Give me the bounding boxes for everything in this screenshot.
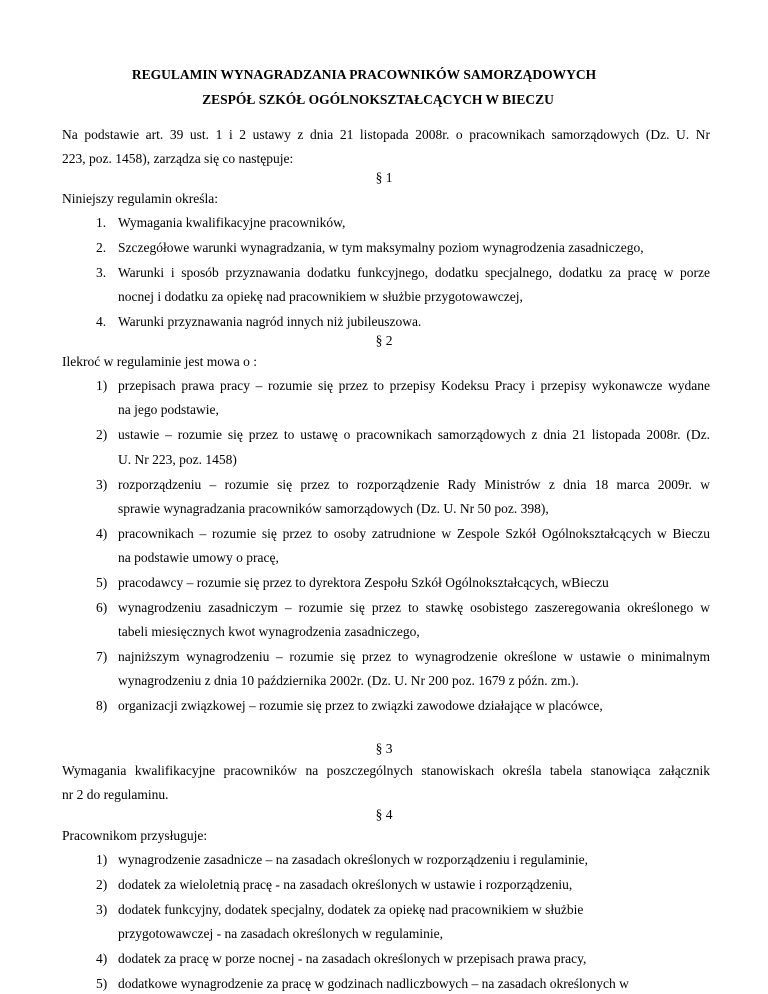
section-lead: Pracownikom przysługuje: — [62, 827, 208, 843]
section-mark: § 2 — [375, 332, 393, 348]
list-item-number: 5) — [96, 574, 108, 590]
section-mark: § 4 — [375, 806, 393, 822]
list-item: U. Nr 223, poz. 1458) — [118, 451, 237, 467]
list-item-number: 6) — [96, 599, 108, 615]
section-mark: § 3 — [375, 740, 393, 756]
list-item: pracownikach – rozumie się przez to osoby zatrudnione w Zespole Szkół Ogólnokształcących w Bieczu — [118, 525, 710, 541]
section-paragraph-line: Wymagania kwalifikacyjne pracowników na poszczególnych stanowiskach określa tabela stanowiąca załącznik — [62, 762, 710, 778]
list-item: dodatek funkcyjny, dodatek specjalny, dodatek za opiekę nad pracownikiem w służbie — [118, 901, 584, 917]
list-item: ustawie – rozumie się przez to ustawę o pracownikach samorządowych z dnia 21 listopada 2008r. (Dz. — [118, 427, 710, 443]
section-lead: Ilekroć w regulaminie jest mowa o : — [62, 354, 257, 370]
list-item-number: 2. — [96, 240, 107, 256]
intro-paragraph-line: 223, poz. 1458), zarządza się co następuje: — [62, 150, 294, 166]
list-item: Wymagania kwalifikacyjne pracowników, — [118, 215, 346, 231]
list-item-number: 2) — [96, 876, 108, 892]
list-item: przepisach prawa pracy – rozumie się przez to przepisy Kodeksu Pracy i przepisy wykonawcze wydane — [118, 378, 710, 394]
list-item: dodatkowe wynagrodzenie za pracę w godzinach nadliczbowych – na zasadach określonych w — [118, 976, 629, 991]
list-item-number: 3. — [96, 265, 107, 281]
list-item-number: 4) — [96, 525, 108, 541]
list-item: dodatek za pracę w porze nocnej - na zasadach określonych w przepisach prawa pracy, — [118, 951, 587, 967]
list-item-number: 3) — [96, 901, 108, 917]
list-item: nocnej i dodatku za opiekę nad pracownikiem w służbie przygotowawczej, — [118, 289, 523, 305]
list-item-number: 5) — [96, 976, 108, 991]
list-item-number: 1) — [96, 852, 108, 868]
section-mark: § 1 — [375, 169, 393, 185]
list-item-number: 2) — [96, 427, 108, 443]
list-item-number: 1) — [96, 378, 108, 394]
intro-paragraph-line: Na podstawie art. 39 ust. 1 i 2 ustawy z dnia 21 listopada 2008r. o pracownikach samorządowych (Dz. U. Nr — [62, 126, 710, 142]
list-item: Szczegółowe warunki wynagradzania, w tym maksymalny poziom wynagrodzenia zasadniczego, — [118, 240, 644, 256]
list-item: na podstawie umowy o pracę, — [118, 549, 279, 565]
list-item: na jego podstawie, — [118, 402, 219, 418]
list-item-number: 3) — [96, 476, 108, 492]
list-item: organizacji związkowej – rozumie się przez to związki zawodowe działające w placówce, — [118, 697, 603, 713]
list-item: rozporządzeniu – rozumie się przez to rozporządzenie Rady Ministrów z dnia 18 marca 2009r. w — [118, 476, 710, 492]
list-item-number: 1. — [96, 215, 107, 231]
list-item-number: 4. — [96, 314, 107, 330]
list-item: sprawie wynagradzania pracowników samorządowych (Dz. U. Nr 50 poz. 398), — [118, 500, 549, 516]
section-lead: Niniejszy regulamin określa: — [62, 191, 218, 207]
list-item: dodatek za wieloletnią pracę - na zasadach określonych w ustawie i rozporządzeniu, — [118, 876, 573, 892]
list-item: Warunki przyznawania nagród innych niż jubileuszowa. — [118, 314, 422, 330]
section-paragraph-line: nr 2 do regulaminu. — [62, 786, 169, 802]
list-item: najniższym wynagrodzeniu – rozumie się przez to wynagrodzenie określone w ustawie o minimalnym — [118, 648, 710, 664]
list-item-number: 7) — [96, 648, 108, 664]
list-item: wynagrodzeniu zasadniczym – rozumie się przez to stawkę osobistego zaszeregowania określonego w — [118, 599, 710, 615]
list-item: wynagrodzenie zasadnicze – na zasadach określonych w rozporządzeniu i regulaminie, — [118, 852, 589, 868]
list-item-number: 8) — [96, 697, 108, 713]
list-item: wynagrodzeniu z dnia 10 października 2002r. (Dz. U. Nr 200 poz. 1679 z późn. zm.). — [118, 672, 579, 688]
list-item: przygotowawczej - na zasadach określonych w regulaminie, — [118, 926, 443, 942]
document-title: REGULAMIN WYNAGRADZANIA PRACOWNIKÓW SAMORZĄDOWYCH — [131, 67, 597, 83]
list-item-number: 4) — [96, 951, 108, 967]
list-item: pracodawcy – rozumie się przez to dyrektora Zespołu Szkół Ogólnokształcących, wBieczu — [118, 574, 609, 590]
list-item: Warunki i sposób przyznawania dodatku funkcyjnego, dodatku specjalnego, dodatku za pracę w porze — [118, 265, 710, 281]
list-item: tabeli miesięcznych kwot wynagrodzenia zasadniczego, — [118, 623, 420, 639]
document-subtitle: ZESPÓŁ SZKÓŁ OGÓLNOKSZTAŁCĄCYCH W BIECZU — [202, 92, 554, 108]
